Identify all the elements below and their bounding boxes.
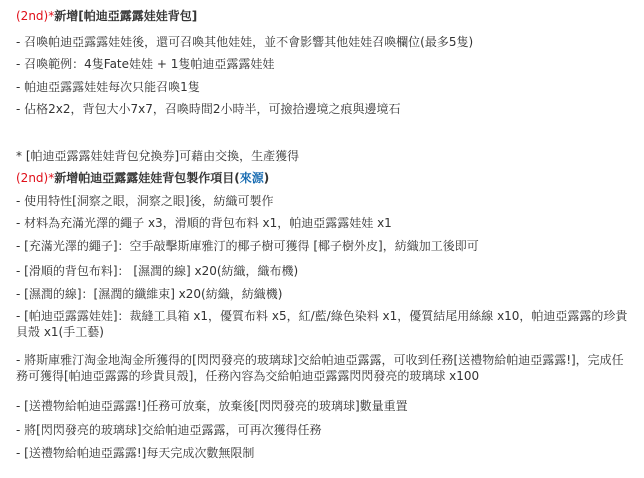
section2-bullet-1: - 使用特性[洞察之眼，洞察之眼]後，紡織可製作: [16, 194, 274, 208]
section1-heading: [16, 8, 636, 24]
section2-bullet-9: - 將[閃閃發亮的玻璃球]交給帕迪亞露露，可再次獲得任務: [16, 423, 322, 437]
section1-bullet-4: - 佔格2x2，背包大小7x7，召喚時間2小時半，可撿拾邊境之痕與邊境石: [16, 102, 401, 116]
section1-bullet-2: - 召喚範例：4隻Fate娃娃 + 1隻帕迪亞露露娃娃: [16, 57, 275, 71]
section2-bullet-3: - [充滿光澤的繩子]：空手敲擊斯庫雅汀的椰子樹可獲得 [椰子樹外皮]，紡織加工後即可: [16, 239, 479, 253]
section2-bullet-4: - [滑順的背包布料]： [濕潤的線] x20(紡織，織布機): [16, 264, 299, 278]
section2-heading: [16, 170, 636, 186]
section2-tag: (2nd)*: [16, 171, 55, 185]
section2-bullet-8: - [送禮物給帕迪亞露露!]任務可放棄，放棄後[閃閃發亮的玻璃球]數量重置: [16, 399, 408, 413]
section1-tag: (2nd)*: [16, 9, 55, 23]
source-link[interactable]: 來源: [239, 171, 264, 185]
section2-bullet-7: - 將斯庫雅汀淘金地淘金所獲得的[閃閃發亮的玻璃球]交給帕迪亞露露，可收到任務[送禮物給帕迪亞露露!]，完成任務可獲得[帕迪亞露露的珍貴貝殼]，任務內容為交給帕迪亞露露閃閃發亮的玻璃球 x100: [16, 353, 624, 383]
section2-bullet-10: - [送禮物給帕迪亞露露!]每天完成次數無限制: [16, 446, 255, 460]
section2-bullet-6: - [帕迪亞露露娃娃]：裁縫工具箱 x1，優質布料 x5，紅/藍/綠色染料 x1，優質結尾用絲線 x10，帕迪亞露露的珍貴貝殼 x1(手工藝): [16, 309, 628, 339]
section2-bullet-2: - 材料為充滿光澤的繩子 x3，滑順的背包布料 x1，帕迪亞露露娃娃 x1: [16, 216, 392, 230]
section1-bullet-3: - 帕迪亞露露娃娃每次只能召喚1隻: [16, 80, 200, 94]
section1-title: 新增[帕迪亞露露娃娃背包]: [54, 9, 198, 23]
section2-title-end: ): [263, 171, 270, 185]
exchange-note: * [帕迪亞露露娃娃背包兌換券]可藉由交換，生產獲得: [16, 149, 300, 163]
section2-title: 新增帕迪亞露露娃娃背包製作項目(: [54, 171, 240, 185]
section1-bullet-1: - 召喚帕迪亞露露娃娃後，還可召喚其他娃娃，並不會影響其他娃娃召喚欄位(最多5隻): [16, 35, 474, 49]
section2-bullet-5: - [濕潤的線]：[濕潤的纖維束] x20(紡織，紡織機): [16, 287, 283, 301]
